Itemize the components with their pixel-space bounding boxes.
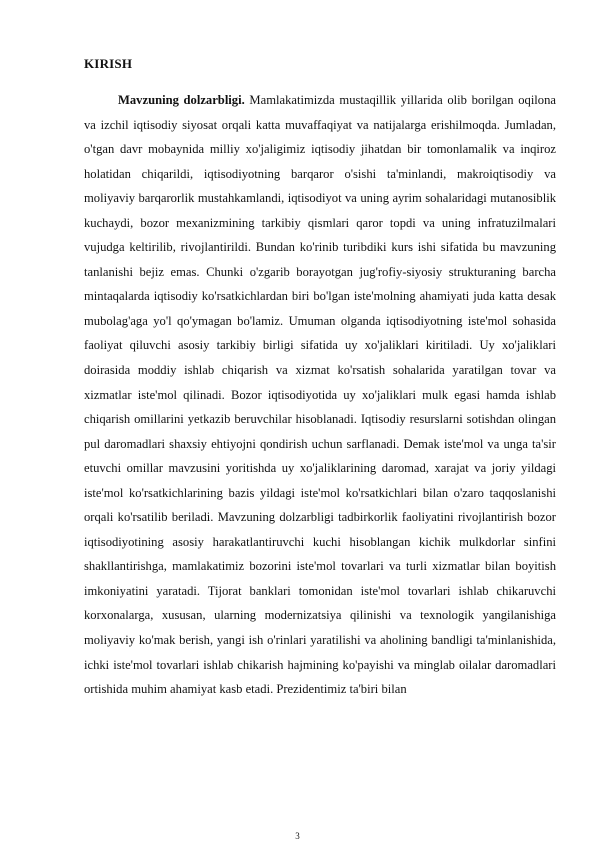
lead-phrase: Mavzuning dolzarbligi. — [118, 93, 245, 107]
section-heading: KIRISH — [84, 56, 133, 71]
body-paragraph — [84, 88, 556, 702]
page-number: 3 — [295, 831, 300, 841]
paragraph-text: Mamlakatimizda mustaqillik yillarida olib borilgan oqilona va izchil iqtisodiy siyosat orqali katta muvaffaqiyat va natijalarga erishilmoqda. Jumladan, o'tgan davr mobaynida milliy xo'jaligimiz iqtisodiy jihatdan bir tomonlamalik va inqiroz holatidan chiqarildi, iqtisodiyotning barqaror o'sishi ta'minlandi, makroiqtisodiy va moliyaviy barqarorlik mustahkamlandi, iqtisodiyot va uning ayrim sohalaridagi mutanosiblik kuchaydi, bozor mexanizmining tarkibiy qismlari qaror topdi va uning infratuzilmalari vujudga keltirilib, rivojlantirildi. Bundan ko'rinib turibdiki kurs ishi sifatida bu mavzuning tanlanishi bejiz emas. Chunki o'zgarib borayotgan jug'rofiy-siyosiy strukturaning barcha mintaqalarda iqtisodiy ko'rsatkichlardan biri bo'lgan iste'molning ahamiyati juda katta desak mubolag'aga yo'l qo'ymagan bo'lamiz. Umuman olganda iqtisodiyotning iste'mol sohasida faoliyat qiluvchi asosiy tarkibiy birligi sifatida uy xo'jaliklari kiritiladi. Uy xo'jaliklari doirasida moddiy ishlab chiqarish va xizmat ko'rsatish sohalarida yaratilgan tovar va xizmatlar iste'mol qilinadi. Bozor iqtisodiyotida uy xo'jaliklari mulk egasi hamda ishlab chiqarish omillarini yetkazib beruvchilar hisoblanadi. Iqtisodiy resurslarni sotishdan olingan pul daromadlari shaxsiy ehtiyojni qondirish uchun sarflanadi. Demak iste'mol va unga ta'sir etuvchi omillar mavzusini yoritishda uy xo'jaliklarining daromad, xarajat va joriy yildagi iste'mol ko'rsatkichlarining bazis yildagi iste'mol ko'rsatkichlari bilan o'zaro taqqoslanishi orqali ko'rsatilib beriladi. Mavzuning dolzarbligi tadbirkorlik faoliyatini rivojlantirish bozor iqtisodiyotining asosiy harakatlantiruvchi kuchi hisoblangan kichik mulkdorlar sinfini shakllantirishga, mamlakatimiz bozorini iste'mol tovarlari va turli xizmatlar bilan boyitish imkoniyatini yaratadi. Tijorat banklari tomonidan iste'mol tovarlari ishlab chikaruvchi korxonalarga, xususan, ularning modernizatsiya qilinishi va texnologik yangilanishiga moliyaviy ko'mak berish, yangi ish o'rinlari yaratilishi va aholining bandligi ta'minlanishida, ichki iste'mol tovarlari ishlab chikarish hajmining ko'payishi va minglab oilalar daromadlari ortishida muhim ahamiyat kasb etadi. Prezidentimiz ta'biri bilan — [84, 93, 556, 697]
